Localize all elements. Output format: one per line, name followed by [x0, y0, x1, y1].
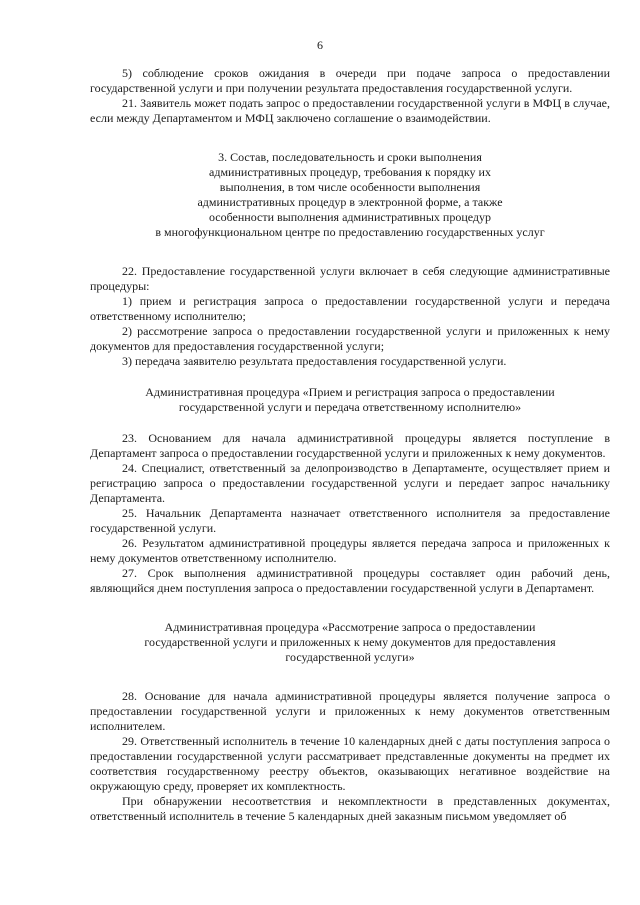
procedure-heading-line: Административная процедура «Прием и регистрация запроса о предоставлении [145, 385, 555, 399]
section-heading-line: административных процедур в электронной форме, а также [197, 195, 503, 209]
procedure-heading-line: Административная процедура «Рассмотрение запроса о предоставлении [164, 620, 536, 634]
paragraph-29: 29. Ответственный исполнитель в течение 10 календарных дней с даты поступления запроса о предоставлении государственной услуги рассматривает представленные документы на предмет их соответствия государственному реестру объектов, оказывающих негативное воздействие на окружающую среду, проверяет их комплектность. [90, 734, 610, 793]
paragraph-27: 27. Срок выполнения административной процедуры составляет один рабочий день, являющийся днем поступления запроса о предоставлении государственной услуги в Департамент. [90, 566, 610, 595]
paragraph-24: 24. Специалист, ответственный за делопроизводство в Департаменте, осуществляет прием и регистрацию запроса о предоставлении государственной услуги и передает запрос начальнику Департамента. [90, 461, 610, 505]
procedure-heading-line: государственной услуги» [285, 650, 415, 664]
list-item-1: 1) прием и регистрация запроса о предоставлении государственной услуги и передача ответственному исполнителю; [90, 294, 610, 323]
list-item-2: 2) рассмотрение запроса о предоставлении государственной услуги и приложенных к нему документов для предоставления государственной услуги; [90, 324, 610, 353]
section-heading-line: особенности выполнения административных процедур [208, 210, 492, 224]
section-heading-line: в многофункциональном центре по предоставлению государственных услуг [155, 225, 545, 239]
paragraph-26: 26. Результатом административной процедуры является передача запроса и приложенных к нему документов ответственному исполнителю. [90, 536, 610, 565]
procedure-heading-1 [90, 385, 610, 415]
procedure-heading-2 [90, 620, 610, 665]
paragraph-25: 25. Начальник Департамента назначает ответственного исполнителя за предоставление государственной услуги. [90, 506, 610, 535]
section-heading-3 [90, 150, 610, 240]
procedure-heading-line: государственной услуги и приложенных к нему документов для предоставления [144, 635, 556, 649]
paragraph-23: 23. Основанием для начала административной процедуры является поступление в Департамент запроса о предоставлении государственной услуги и приложенных к нему документов. [90, 431, 610, 460]
paragraph-item-5: 5) соблюдение сроков ожидания в очереди при подаче запроса о предоставлении государственной услуги и при получении результата предоставления государственной услуги. [90, 66, 610, 95]
document-body [90, 66, 610, 824]
paragraph-28: 28. Основание для начала административной процедуры является получение запроса о предоставлении государственной услуги и приложенных к нему документов ответственным исполнителем. [90, 689, 610, 733]
paragraph-29-continuation: При обнаружении несоответствия и некомплектности в представленных документах, ответственный исполнитель в течение 5 календарных дней заказным письмом уведомляет об [90, 794, 610, 823]
procedure-heading-line: государственной услуги и передача ответственному исполнителю» [178, 400, 522, 414]
section-heading-line: 3. Состав, последовательность и сроки выполнения [218, 150, 482, 164]
section-heading-line: административных процедур, требования к порядку их [209, 165, 491, 179]
paragraph-21: 21. Заявитель может подать запрос о предоставлении государственной услуги в МФЦ в случае, если между Департаментом и МФЦ заключено соглашение о взаимодействии. [90, 96, 610, 125]
section-heading-line: выполнения, в том числе особенности выполнения [219, 180, 481, 194]
page-number: 6 [317, 38, 323, 52]
paragraph-22: 22. Предоставление государственной услуги включает в себя следующие административные процедуры: [90, 264, 610, 293]
list-item-3: 3) передача заявителю результата предоставления государственной услуги. [122, 354, 507, 368]
